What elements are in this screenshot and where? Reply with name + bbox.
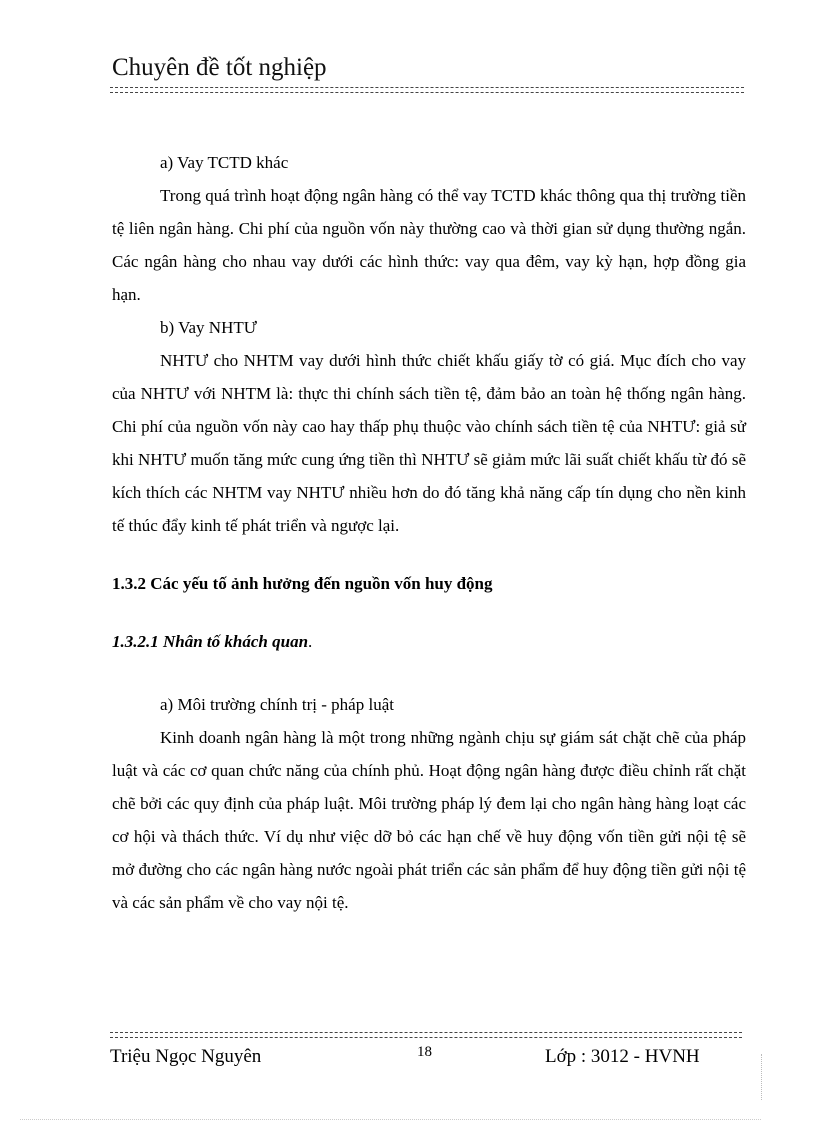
subheading-vay-nhtu: b) Vay NHTƯ — [160, 318, 257, 337]
section-heading-1-3-2-1 — [112, 625, 746, 658]
page-corner-mark-horizontal — [20, 1119, 761, 1120]
footer-author: Triệu Ngọc Nguyên — [110, 1046, 262, 1067]
section-heading-1-3-2: 1.3.2 Các yếu tố ảnh hưởng đến nguồn vốn huy động — [112, 574, 493, 593]
spacer — [112, 600, 746, 625]
paragraph-vay-tctd: Trong quá trình hoạt động ngân hàng có thể vay TCTD khác thông qua thị trường tiền tệ liên ngân hàng. Chi phí của nguồn vốn này thường cao và thời gian sử dụng thường ngắn. Các ngân hàng cho nhau vay dưới các hình thức: vay qua đêm, vay kỳ hạn, hợp đồng gia hạn. — [112, 186, 746, 304]
footer-divider-bottom — [110, 1037, 742, 1038]
footer-class-label: Lớp : 3012 - HVNH — [545, 1046, 700, 1067]
header-divider-bottom — [110, 92, 744, 93]
paragraph-vay-nhtu: NHTƯ cho NHTM vay dưới hình thức chiết khấu giấy tờ có giá. Mục đích cho vay của NHTƯ với NHTM là: thực thi chính sách tiền tệ, đảm bảo an toàn hệ thống ngân hàng. Chi phí của nguồn vốn này cao hay thấp phụ thuộc vào chính sách tiền tệ của NHTƯ: giả sử khi NHTƯ muốn tăng mức cung ứng tiền thì NHTƯ sẽ giảm mức lãi suất chiết khấu từ đó sẽ kích thích các NHTM vay NHTƯ nhiều hơn do đó tăng khả năng cấp tín dụng cho nền kinh tế thúc đẩy kinh tế phát triển và ngược lại. — [112, 351, 746, 535]
header-divider-top — [110, 87, 744, 88]
footer-page-number: 18 — [417, 1044, 432, 1060]
section-heading-1-3-2-1-suffix: . — [308, 632, 313, 651]
page-corner-mark-vertical — [761, 1054, 762, 1100]
subheading-vay-tctd: a) Vay TCTD khác — [160, 153, 289, 172]
footer-divider-top — [110, 1032, 742, 1033]
document-body — [112, 146, 746, 919]
spacer — [112, 542, 746, 567]
spacer — [112, 658, 746, 688]
section-heading-1-3-2-1-text: 1.3.2.1 Nhân tố khách quan — [112, 632, 309, 651]
paragraph-moi-truong: Kinh doanh ngân hàng là một trong những ngành chịu sự giám sát chặt chẽ của pháp luật và các cơ quan chức năng của chính phủ. Hoạt động ngân hàng được điều chỉnh rất chặt chẽ bởi các quy định của pháp luật. Môi trường pháp lý đem lại cho ngân hàng hàng loạt các cơ hội và thách thức. Ví dụ như việc dỡ bỏ các hạn chế về huy động vốn tiền gửi nội tệ sẽ mở đường cho các ngân hàng nước ngoài phát triển các sản phẩm để huy động tiền gửi nội tệ và các sản phẩm về cho vay nội tệ. — [112, 728, 746, 912]
subheading-moi-truong: a) Môi trường chính trị - pháp luật — [160, 695, 394, 714]
page-header-title: Chuyên đề tốt nghiệp — [112, 54, 327, 81]
